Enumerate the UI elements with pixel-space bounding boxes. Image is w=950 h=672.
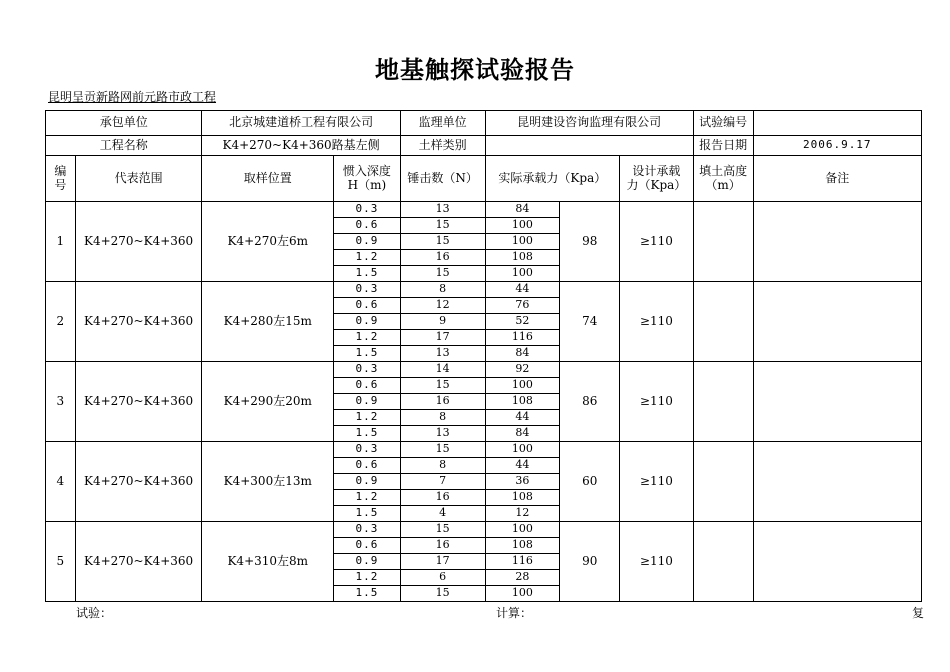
blows-cell[interactable]: 16	[400, 538, 485, 554]
capacity-cell[interactable]: 44	[485, 410, 560, 426]
depth-cell[interactable]: 1.2	[334, 330, 401, 346]
depth-cell[interactable]: 0.3	[334, 202, 401, 218]
average-capacity[interactable]: 90	[560, 522, 620, 602]
depth-cell[interactable]: 1.2	[334, 250, 401, 266]
blows-cell[interactable]: 16	[400, 394, 485, 410]
row-location[interactable]: K4+300左13m	[202, 442, 334, 522]
row-number[interactable]: 5	[46, 522, 76, 602]
remark-cell[interactable]	[753, 202, 921, 282]
depth-cell[interactable]: 0.9	[334, 314, 401, 330]
capacity-cell[interactable]: 108	[485, 394, 560, 410]
header-fill: 填土高度 （m）	[693, 156, 753, 202]
table-row	[46, 282, 922, 298]
depth-cell[interactable]: 1.5	[334, 266, 401, 282]
report-date-value[interactable]: 2006.9.17	[753, 136, 921, 156]
row-range[interactable]: K4+270~K4+360	[75, 282, 202, 362]
blows-cell[interactable]: 15	[400, 378, 485, 394]
header-range: 代表范围	[75, 156, 202, 202]
blows-cell[interactable]: 8	[400, 282, 485, 298]
average-capacity[interactable]: 74	[560, 282, 620, 362]
header-no: 编 号	[46, 156, 76, 202]
capacity-cell[interactable]: 84	[485, 202, 560, 218]
contractor-value[interactable]: 北京城建道桥工程有限公司	[202, 111, 400, 136]
blows-cell[interactable]: 9	[400, 314, 485, 330]
capacity-cell[interactable]: 76	[485, 298, 560, 314]
row-range[interactable]: K4+270~K4+360	[75, 202, 202, 282]
capacity-cell[interactable]: 52	[485, 314, 560, 330]
footer-test-label: 试验：	[76, 606, 113, 620]
blows-cell[interactable]: 15	[400, 586, 485, 602]
soil-type-value[interactable]	[485, 136, 693, 156]
capacity-cell[interactable]: 44	[485, 282, 560, 298]
row-location[interactable]: K4+290左20m	[202, 362, 334, 442]
row-number[interactable]: 3	[46, 362, 76, 442]
info-row-2	[46, 136, 922, 156]
capacity-cell[interactable]: 100	[485, 378, 560, 394]
row-location[interactable]: K4+280左15m	[202, 282, 334, 362]
header-blows: 锤击数（N）	[400, 156, 485, 202]
depth-cell[interactable]: 0.9	[334, 394, 401, 410]
blows-cell[interactable]: 15	[400, 522, 485, 538]
capacity-cell[interactable]: 108	[485, 250, 560, 266]
depth-cell[interactable]: 1.2	[334, 570, 401, 586]
depth-cell[interactable]: 0.9	[334, 234, 401, 250]
blows-cell[interactable]: 15	[400, 234, 485, 250]
header-remark: 备注	[753, 156, 921, 202]
blows-cell[interactable]: 15	[400, 218, 485, 234]
capacity-cell[interactable]: 12	[485, 506, 560, 522]
remark-cell[interactable]	[753, 522, 921, 602]
table-row	[46, 202, 922, 218]
test-no-label: 试验编号	[693, 111, 753, 136]
average-capacity[interactable]: 98	[560, 202, 620, 282]
capacity-cell[interactable]: 100	[485, 218, 560, 234]
blows-cell[interactable]: 17	[400, 330, 485, 346]
depth-cell[interactable]: 1.2	[334, 490, 401, 506]
project-name: 昆明呈贡新路网前元路市政工程	[48, 90, 217, 104]
depth-cell[interactable]: 0.6	[334, 218, 401, 234]
depth-cell[interactable]: 0.3	[334, 362, 401, 378]
capacity-cell[interactable]: 108	[485, 538, 560, 554]
depth-cell[interactable]: 0.6	[334, 538, 401, 554]
header-location: 取样位置	[202, 156, 334, 202]
project-name-value[interactable]: K4+270~K4+360路基左侧	[202, 136, 400, 156]
blows-cell[interactable]: 13	[400, 202, 485, 218]
blows-cell[interactable]: 12	[400, 298, 485, 314]
blows-cell[interactable]: 13	[400, 426, 485, 442]
capacity-cell[interactable]: 84	[485, 426, 560, 442]
soil-type-label: 土样类别	[400, 136, 485, 156]
row-location[interactable]: K4+310左8m	[202, 522, 334, 602]
depth-cell[interactable]: 1.2	[334, 410, 401, 426]
average-capacity[interactable]: 60	[560, 442, 620, 522]
report-table	[45, 110, 922, 602]
depth-cell[interactable]: 0.6	[334, 378, 401, 394]
depth-cell[interactable]: 0.3	[334, 522, 401, 538]
footer-review-label: 复	[912, 606, 925, 620]
report-date-label: 报告日期	[693, 136, 753, 156]
blows-cell[interactable]: 4	[400, 506, 485, 522]
design-capacity[interactable]: ≥110	[620, 202, 694, 282]
test-no-value[interactable]	[753, 111, 921, 136]
row-number[interactable]: 4	[46, 442, 76, 522]
design-capacity[interactable]: ≥110	[620, 522, 694, 602]
design-capacity[interactable]: ≥110	[620, 282, 694, 362]
capacity-cell[interactable]: 108	[485, 490, 560, 506]
header-design: 设计承载 力（Kpa）	[620, 156, 694, 202]
design-capacity[interactable]: ≥110	[620, 362, 694, 442]
capacity-cell[interactable]: 116	[485, 554, 560, 570]
table-row	[46, 522, 922, 538]
fill-height-cell[interactable]	[693, 522, 753, 602]
supervisor-label: 监理单位	[400, 111, 485, 136]
row-number[interactable]: 2	[46, 282, 76, 362]
fill-height-cell[interactable]	[693, 202, 753, 282]
remark-cell[interactable]	[753, 442, 921, 522]
blows-cell[interactable]: 8	[400, 410, 485, 426]
blows-cell[interactable]: 7	[400, 474, 485, 490]
header-capacity: 实际承载力（Kpa）	[485, 156, 620, 202]
capacity-cell[interactable]: 44	[485, 458, 560, 474]
footer-calc-label: 计算：	[496, 606, 533, 620]
row-range[interactable]: K4+270~K4+360	[75, 362, 202, 442]
column-header-row	[46, 156, 922, 202]
remark-cell[interactable]	[753, 362, 921, 442]
capacity-cell[interactable]: 116	[485, 330, 560, 346]
blows-cell[interactable]: 16	[400, 250, 485, 266]
header-depth: 惯入深度 H（m)	[334, 156, 401, 202]
blows-cell[interactable]: 6	[400, 570, 485, 586]
capacity-cell[interactable]: 100	[485, 266, 560, 282]
blows-cell[interactable]: 13	[400, 346, 485, 362]
depth-cell[interactable]: 1.5	[334, 506, 401, 522]
depth-cell[interactable]: 1.5	[334, 346, 401, 362]
row-range[interactable]: K4+270~K4+360	[75, 442, 202, 522]
depth-cell[interactable]: 0.6	[334, 458, 401, 474]
depth-cell[interactable]: 0.9	[334, 474, 401, 490]
blows-cell[interactable]: 16	[400, 490, 485, 506]
fill-height-cell[interactable]	[693, 282, 753, 362]
depth-cell[interactable]: 0.3	[334, 282, 401, 298]
blows-cell[interactable]: 15	[400, 442, 485, 458]
capacity-cell[interactable]: 100	[485, 234, 560, 250]
row-number[interactable]: 1	[46, 202, 76, 282]
blows-cell[interactable]: 14	[400, 362, 485, 378]
row-range[interactable]: K4+270~K4+360	[75, 522, 202, 602]
capacity-cell[interactable]: 36	[485, 474, 560, 490]
capacity-cell[interactable]: 28	[485, 570, 560, 586]
report-title: 地基触探试验报告	[375, 55, 575, 84]
blows-cell[interactable]: 15	[400, 266, 485, 282]
table-row	[46, 362, 922, 378]
capacity-cell[interactable]: 100	[485, 586, 560, 602]
depth-cell[interactable]: 0.6	[334, 298, 401, 314]
row-location[interactable]: K4+270左6m	[202, 202, 334, 282]
capacity-cell[interactable]: 100	[485, 442, 560, 458]
fill-height-cell[interactable]	[693, 362, 753, 442]
average-capacity[interactable]: 86	[560, 362, 620, 442]
capacity-cell[interactable]: 100	[485, 522, 560, 538]
capacity-cell[interactable]: 84	[485, 346, 560, 362]
info-row-1	[46, 111, 922, 136]
fill-height-cell[interactable]	[693, 442, 753, 522]
depth-cell[interactable]: 1.5	[334, 426, 401, 442]
depth-cell[interactable]: 0.9	[334, 554, 401, 570]
capacity-cell[interactable]: 92	[485, 362, 560, 378]
table-row	[46, 442, 922, 458]
project-name-label: 工程名称	[46, 136, 202, 156]
supervisor-value[interactable]: 昆明建设咨询监理有限公司	[485, 111, 693, 136]
depth-cell[interactable]: 1.5	[334, 586, 401, 602]
contractor-label: 承包单位	[46, 111, 202, 136]
depth-cell[interactable]: 0.3	[334, 442, 401, 458]
remark-cell[interactable]	[753, 282, 921, 362]
blows-cell[interactable]: 8	[400, 458, 485, 474]
design-capacity[interactable]: ≥110	[620, 442, 694, 522]
blows-cell[interactable]: 17	[400, 554, 485, 570]
